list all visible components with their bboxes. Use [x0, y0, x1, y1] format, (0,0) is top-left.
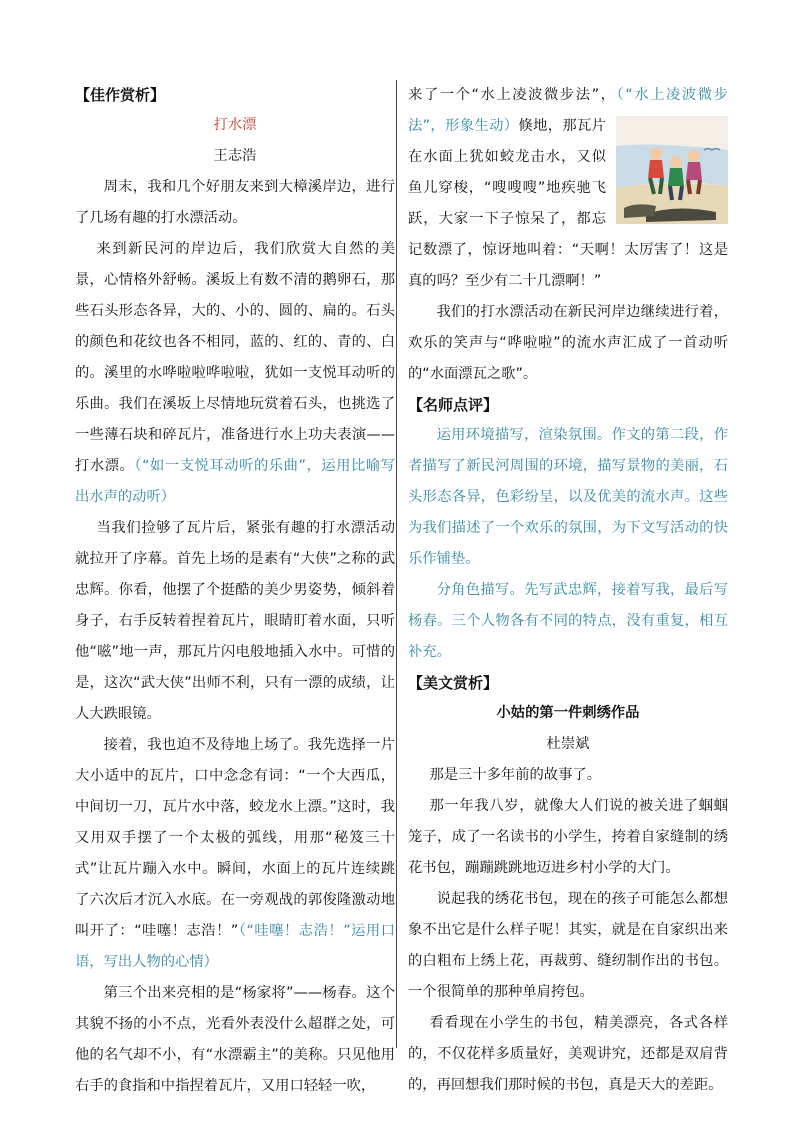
paragraph: 周末，我和几个好朋友来到大樟溪岸边，进行了几场有趣的打水漂活动。 — [75, 179, 395, 226]
paragraph-text: 倏地，那瓦片在水面上犹如蛟龙击水，又似鱼儿穿梭，“嗖嗖嗖”地疾驰飞跃，大家一下子惊呆了，都忘记数漂了，惊讶地叫着：“天啊！太厉害了！这是真的吗？至少有二十几漂啊！” — [408, 118, 728, 289]
annotation-note: （“水上凌波微步法”，形象生动） — [408, 87, 728, 134]
essay-title: 小姑的第一件刺绣作品 — [496, 705, 640, 721]
paragraph: 我们的打水漂活动在新民河岸边继续进行着，欢乐的笑声与“哗啦啦”的流水声汇成了一首动听的“水面漂瓦之歌”。 — [408, 304, 728, 382]
essay-author: 杜崇斌 — [546, 736, 590, 752]
paragraph — [408, 80, 728, 297]
paragraph: 看看现在小学生的书包，精美漂亮，各式各样的，不仅花样多质量好，美观讲究，还都是双肩背的，再回想我们那时候的书包，真是天大的差距。 — [408, 1015, 728, 1093]
paragraph-text: 来了一个“水上凌波微步法”， — [408, 87, 617, 103]
paragraph: 第三个出来亮相的是“杨家将”——杨春。这个其貌不扬的小不点，光看外表没什么超群之处，可他的名气却不小，有“水漂霸主”的美称。只见他用右手的食指和中指捏着瓦片，又用口轻轻一吹， — [75, 985, 395, 1094]
paragraph: 说起我的绣花书包，现在的孩子可能怎么都想象不出它是什么样子呢！其实，就是在自家织出来的白粗布上绣上花，再裁剪、缝纫制作出的书包。一个很简单的那种单肩挎包。 — [408, 891, 728, 1000]
teacher-comment: 分角色描写。先写武忠辉，接着写我，最后写杨春。三个人物各有不同的特点，没有重复，相互补充。 — [408, 582, 728, 660]
section-heading: 【佳作赏析】 — [75, 86, 166, 104]
section-heading: 【名师点评】 — [408, 396, 499, 414]
paragraph-text: 接着，我也迫不及待地上场了。我先选择一片大小适中的瓦片，口中念念有词：“一个大西瓜，中间切一刀，瓦片水中落，蛟龙水上漂。”这时，我又用双手摆了一个太极的弧线，用那“秘笈三十式”让瓦片蹦入水中。瞬间，水面上的瓦片连续跳了六次后才沉入水底。在一旁观战的郭俊隆激动地叫开了：“哇噻！志浩！” — [75, 737, 395, 939]
essay-title: 打水漂 — [213, 117, 257, 133]
section-heading: 【美文赏析】 — [408, 674, 499, 692]
paragraph: 那是三十多年前的故事了。 — [429, 767, 601, 783]
paragraph: 当我们捡够了瓦片后，紧张有趣的打水漂活动就拉开了序幕。首先上场的是素有“大侠”之称的武忠辉。你看，他摆了个挺酷的美少男姿势，倾斜着身子，右手反转着捏着瓦片，眼睛盯着水面，只听他“嗞”地一声，那瓦片闪电般地插入水中。可惜的是，这次“武大侠”出师不利，只有一漂的成绩，让人大跌眼镜。 — [75, 520, 395, 722]
right-column — [408, 80, 728, 1101]
column-divider — [396, 80, 397, 1048]
teacher-comment: 运用环境描写，渲染氛围。作文的第二段，作者描写了新民河周围的环境，描写景物的美丽，石头形态各异，色彩纷呈，以及优美的流水声。这些为我们描述了一个欢乐的氛围，为下文写活动的快乐作铺垫。 — [408, 427, 728, 567]
paragraph — [75, 730, 395, 978]
paragraph: 那一年我八岁，就像大人们说的被关进了蝈蝈笼子，成了一名读书的小学生，挎着自家缝制的绣花书包，蹦蹦跳跳地迈进乡村小学的大门。 — [408, 798, 728, 876]
annotation-note: （“哇噻！志浩！”运用口语，写出人物的心情） — [75, 923, 396, 970]
left-column — [75, 80, 395, 1102]
essay-author: 王志浩 — [213, 148, 257, 164]
illustration-children-skipping-stones — [616, 116, 728, 224]
paragraph — [75, 234, 395, 513]
paragraph-text: 来到新民河的岸边后，我们欣赏大自然的美景，心情格外舒畅。溪坂上有数不清的鹅卵石，那些石头形态各异，大的、小的、圆的、扁的。石头的颜色和花纹也各不相同，蓝的、红的、青的、白的。溪里的水哗啦啦哗啦啦，犹如一支悦耳动听的乐曲。我们在溪坂上尽情地玩赏着石头，也挑选了一些薄石块和碎瓦片，准备进行水上功夫表演——打水漂。 — [75, 241, 395, 474]
annotation-note: （“如一支悦耳动听的乐曲”，运用比喻写出水声的动听） — [75, 458, 395, 505]
